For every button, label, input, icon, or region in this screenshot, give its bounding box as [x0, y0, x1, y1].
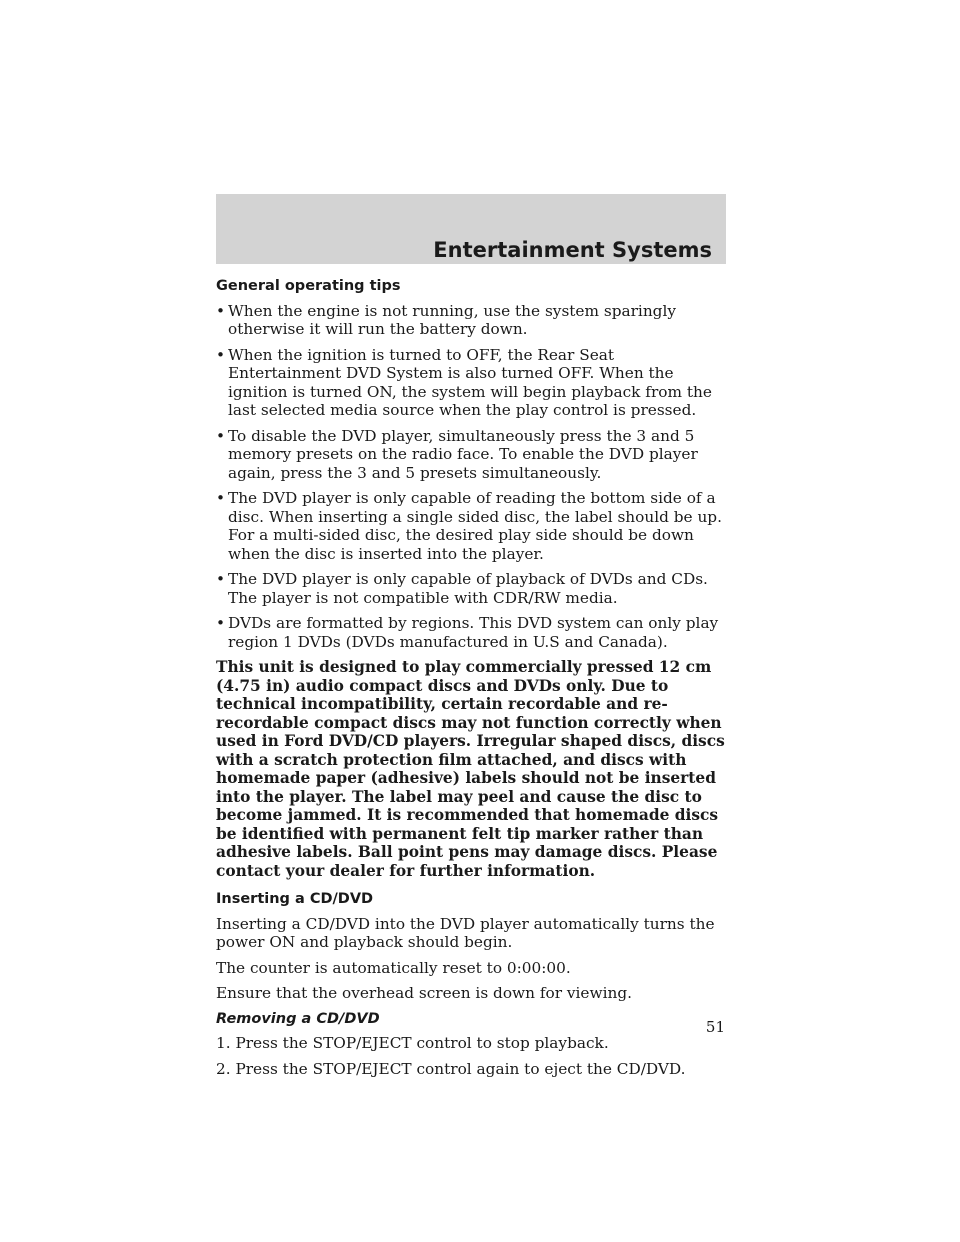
list-item-text: DVDs are formatted by regions. This DVD system can only play region 1 DVDs (DVDs manufactured in U.S and Canada). — [228, 614, 719, 651]
heading-general-operating-tips: General operating tips — [216, 278, 401, 294]
header-band — [216, 194, 726, 264]
list-item — [216, 346, 731, 420]
list-item — [216, 489, 731, 563]
list-item — [216, 427, 731, 483]
list-item — [216, 302, 731, 339]
list-item — [216, 570, 731, 607]
list-item-text: When the engine is not running, use the system sparingly otherwise it will run the battery down. — [228, 301, 677, 338]
page-section-title: Entertainment Systems — [433, 238, 712, 262]
tips-list — [216, 302, 731, 652]
disc-compatibility-warning: This unit is designed to play commercially pressed 12 cm (4.75 in) audio compact discs and DVDs only. Due to technical incompatibility, certain recordable and re-recordable compact discs may not function correctly when used in Ford DVD/CD players. Irregular shaped discs, discs with a scratch protection film attached, and discs with homemade paper (adhesive) labels should not be inserted into the player. The label may peel and cause the disc to become jammed. It is recommended that homemade discs be identified with permanent felt tip marker rather than adhesive labels. Ball point pens may damage discs. Please contact your dealer for further information. — [216, 658, 725, 880]
bullet-icon: • — [216, 489, 226, 507]
bullet-icon: • — [216, 614, 226, 632]
page-content — [216, 277, 731, 1085]
heading-inserting-cd-dvd: Inserting a CD/DVD — [216, 891, 374, 907]
list-item-text: The DVD player is only capable of playback of DVDs and CDs. The player is not compatible with CDR/RW media. — [228, 570, 708, 607]
list-item — [216, 614, 731, 651]
bullet-icon: • — [216, 570, 226, 588]
heading-removing-cd-dvd: Removing a CD/DVD — [216, 1010, 380, 1027]
step: 2. Press the STOP/EJECT control again to eject the CD/DVD. — [216, 1059, 686, 1078]
list-item-text: The DVD player is only capable of reading the bottom side of a disc. When inserting a single sided disc, the label should be up. For a multi-sided disc, the desired play side should be down when the disc is inserted into the player. — [228, 489, 722, 563]
paragraph: Inserting a CD/DVD into the DVD player automatically turns the power ON and playback should begin. — [216, 914, 715, 951]
list-item-text: When the ignition is turned to OFF, the Rear Seat Entertainment DVD System is also turned OFF. When the ignition is turned ON, the system will begin playback from the last selected media source when the play control is pressed. — [228, 345, 712, 419]
bullet-icon: • — [216, 345, 226, 364]
paragraph: Ensure that the overhead screen is down for viewing. — [216, 984, 632, 1002]
bullet-icon: • — [216, 426, 226, 445]
list-item-text: To disable the DVD player, simultaneously press the 3 and 5 memory presets on the radio face. To enable the DVD player again, press the 3 and 5 presets simultaneously. — [228, 426, 698, 482]
paragraph: The counter is automatically reset to 0:00:00. — [216, 958, 571, 977]
bullet-icon: • — [216, 301, 226, 320]
step: 1. Press the STOP/EJECT control to stop playback. — [216, 1034, 609, 1052]
page-number: 51 — [705, 1018, 725, 1036]
